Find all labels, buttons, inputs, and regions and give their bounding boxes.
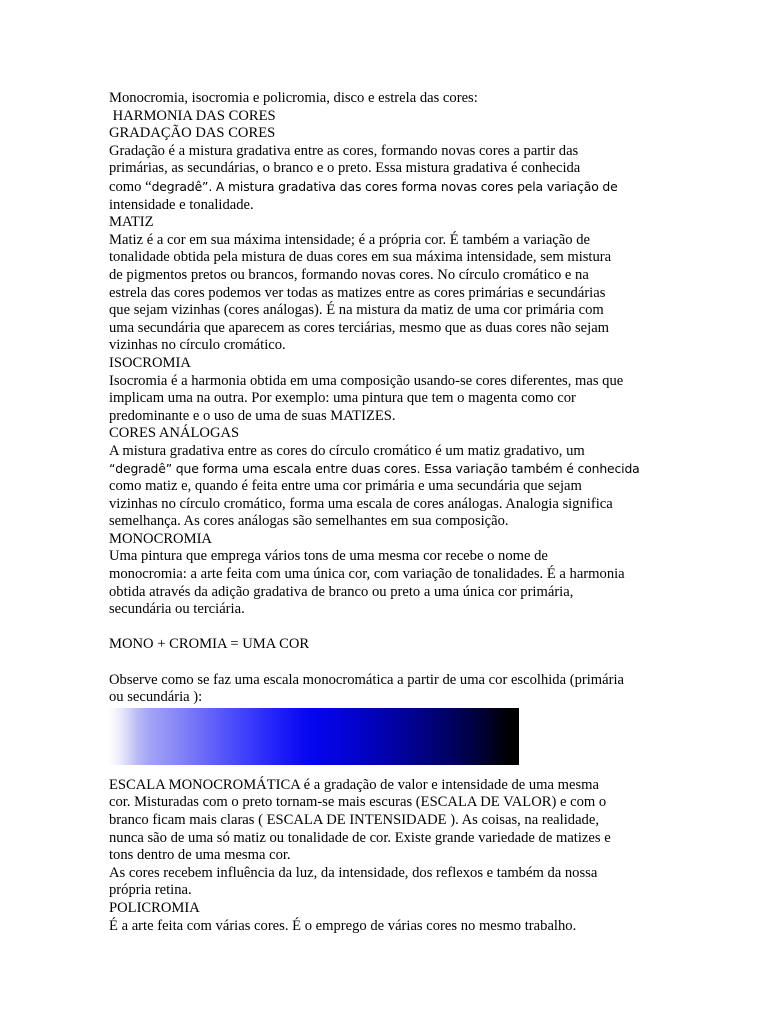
paragraph-line: monocromia: a arte feita com uma única cor, com variação de tonalidades. É a harmonia: [109, 566, 625, 583]
paragraph-line: cor. Misturadas com o preto tornam-se mais escuras (ESCALA DE VALOR) e com o: [109, 794, 607, 811]
paragraph-line: uma secundária que aparecem as cores terciárias, mesmo que as duas cores não sejam: [109, 319, 610, 336]
document-body: [109, 90, 649, 935]
paragraph-line: primárias, as secundárias, o branco e o preto. Essa mistura gradativa é conhecida: [109, 160, 581, 177]
paragraph-line: secundária ou terciária.: [109, 601, 245, 618]
heading-gradacao-das-cores: GRADAÇÃO DAS CORES: [109, 125, 276, 142]
paragraph-line: É a arte feita com várias cores. É o emprego de várias cores no mesmo trabalho.: [109, 917, 577, 934]
paragraph-line: branco ficam mais claras ( ESCALA DE INTENSIDADE ). As coisas, na realidade,: [109, 811, 599, 828]
text-fragment: como “: [109, 178, 152, 195]
paragraph-line: ESCALA MONOCROMÁTICA é a gradação de valor e intensidade de uma mesma: [109, 776, 599, 793]
paragraph-line: Isocromia é a harmonia obtida em uma composição usando-se cores diferentes, mas que: [109, 372, 624, 389]
heading-monocromia: MONOCROMIA: [109, 530, 212, 547]
paragraph-line: vizinhas no círculo cromático.: [109, 337, 286, 354]
text-fragment-degrade: degradê: [151, 178, 203, 194]
paragraph-line: Gradação é a mistura gradativa entre as cores, formando novas cores a partir das: [109, 142, 579, 159]
paragraph-line: As cores recebem influência da luz, da intensidade, dos reflexos e também da nossa: [109, 864, 598, 881]
paragraph-line: [109, 178, 649, 197]
paragraph-line: predominante e o uso de uma de suas MATIZES.: [109, 407, 396, 424]
paragraph-line: como matiz e, quando é feita entre uma cor primária e uma secundária que sejam: [109, 478, 582, 495]
paragraph-line: “degradê” que forma uma escala entre duas cores. Essa variação também é conhecida: [109, 461, 640, 477]
paragraph-line: obtida através da adição gradativa de branco ou preto a uma única cor primária,: [109, 583, 574, 600]
paragraph-line: Uma pintura que emprega vários tons de uma mesma cor recebe o nome de: [109, 548, 548, 565]
heading-cores-analogas: CORES ANÁLOGAS: [109, 425, 240, 442]
text-fragment: ”. A mistura gradativa das cores forma novas cores pela variação de: [202, 178, 618, 194]
paragraph-line: semelhança. As cores análogas são semelhantes em sua composição.: [109, 513, 509, 530]
spacer: [109, 619, 649, 637]
monochromatic-blue-scale-image: [109, 708, 519, 765]
paragraph-line: que sejam vizinhas (cores análogas). É na mistura da matiz de uma cor primária com: [109, 302, 604, 319]
paragraph-line: nunca são de uma só matiz ou tonalidade de cor. Existe grande variedade de matizes e: [109, 829, 611, 846]
paragraph-line: ou secundária ):: [109, 689, 203, 706]
paragraph-line: tonalidade obtida pela mistura de duas cores em sua máxima intensidade, sem mistura: [109, 249, 612, 266]
heading-isocromia: ISOCROMIA: [109, 354, 191, 371]
document-title-line: Monocromia, isocromia e policromia, disco e estrela das cores:: [109, 90, 478, 106]
heading-harmonia-das-cores: HARMONIA DAS CORES: [109, 107, 276, 124]
heading-policromia: POLICROMIA: [109, 899, 200, 916]
paragraph-line: intensidade e tonalidade.: [109, 196, 254, 213]
spacer: [109, 654, 649, 672]
paragraph-line: vizinhas no círculo cromático, forma uma escala de cores análogas. Analogia significa: [109, 495, 613, 512]
paragraph-line: tons dentro de uma mesma cor.: [109, 847, 291, 864]
heading-matiz: MATIZ: [109, 214, 154, 231]
paragraph-line: própria retina.: [109, 882, 192, 899]
paragraph-line: A mistura gradativa entre as cores do círculo cromático é um matiz gradativo, um: [109, 442, 585, 459]
paragraph-line: Observe como se faz uma escala monocromática a partir de uma cor escolhida (primária: [109, 671, 625, 688]
formula-mono-cromia: MONO + CROMIA = UMA COR: [109, 636, 310, 653]
paragraph-line: Matiz é a cor em sua máxima intensidade; é a própria cor. É também a variação de: [109, 231, 590, 248]
paragraph-line: de pigmentos pretos ou brancos, formando novas cores. No círculo cromático e na: [109, 266, 589, 283]
paragraph-line: implicam uma na outra. Por exemplo: uma pintura que tem o magenta como cor: [109, 390, 576, 407]
paragraph-line: estrela das cores podemos ver todas as matizes entre as cores primárias e secundárias: [109, 284, 606, 301]
